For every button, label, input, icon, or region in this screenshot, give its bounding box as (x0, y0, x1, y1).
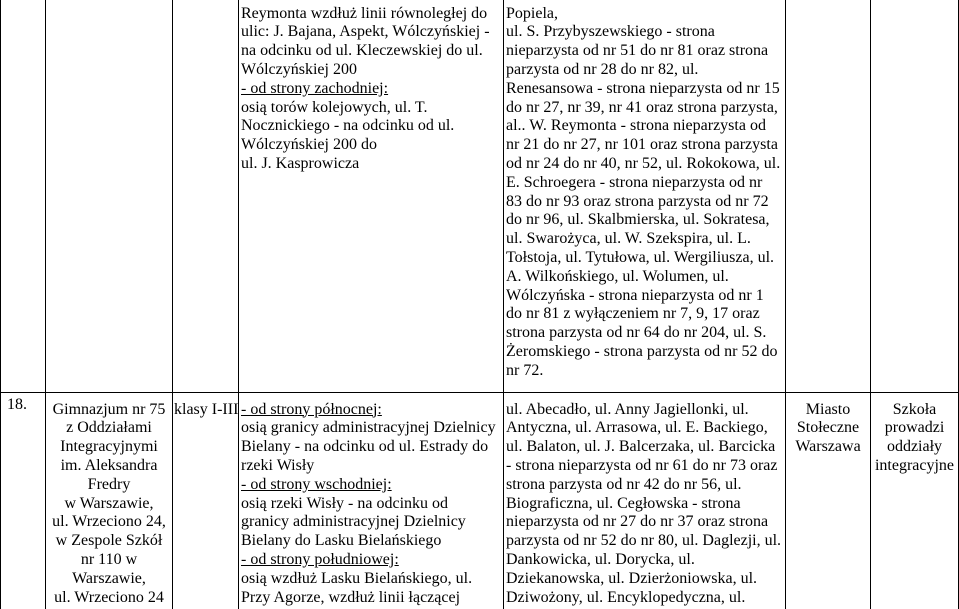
remarks-line: prowadzi (884, 419, 945, 437)
street-line: E. Schroegera - strona nieparzysta od nr (506, 173, 763, 191)
school-name-line: Fredry (87, 475, 131, 493)
boundary-line: Wólczyńskiej 200 (241, 60, 357, 78)
street-line: Dziekanowska, ul. Dzierżoniowska, ul. (506, 569, 758, 587)
street-line: Biograficzna, ul. Cegłowska - strona (506, 494, 741, 512)
street-line: A. Wilkońskiego, ul. Wolumen, ul. (506, 267, 729, 285)
school-name-line: Warszawie, (72, 569, 146, 587)
school-name-line: w Warszawie, (64, 494, 154, 512)
boundaries-cell (238, 0, 503, 392)
street-line: Renesansowa - strona nieparzysta od nr 15 (506, 79, 780, 97)
boundaries-cell (238, 393, 503, 609)
streets-cell (503, 0, 785, 392)
street-line: do nr 81 z wyłączeniem nr 7, 9, 17 oraz (506, 305, 760, 323)
row-number: 18. (7, 396, 27, 413)
school-name-line: z Oddziałami (66, 419, 152, 437)
boundary-line: rzeki Wisły (241, 456, 315, 474)
street-line: strona parzysta od nr 42 do nr 56, ul. (506, 475, 742, 493)
governing-body-line: Warszawa (795, 438, 861, 456)
street-line: ul. Balaton, ul. J. Balcerzaka, ul. Barcicka (506, 438, 776, 456)
boundary-line: Wólczyńskiej 200 do (241, 136, 377, 154)
school-name-line: Gimnazjum nr 75 (52, 400, 166, 418)
boundary-line: Reymonta wzdłuż linii równoległej do (241, 4, 488, 22)
street-line: do nr 27, nr 39, nr 41 oraz strona parzysta, (506, 98, 778, 116)
street-line: Antyczna, ul. Arrasowa, ul. E. Backiego, (506, 419, 768, 437)
street-line: - strona nieparzysta od nr 61 do nr 73 oraz (506, 456, 778, 474)
street-line: Dziwożony, ul. Encyklopedyczna, ul. (506, 588, 746, 606)
street-line: nr 21 do nr 27, nr 101 oraz strona parzysta (506, 136, 778, 154)
boundary-line: ulic: J. Bajana, Aspekt, Wólczyńskiej - (241, 23, 490, 41)
boundary-line: Przy Agorze, wzdłuż linii łączącej (241, 588, 461, 606)
streets-cell (503, 393, 785, 609)
boundary-side-heading: - od strony południowej: (241, 550, 399, 568)
governing-body-line: Miasto (805, 400, 851, 418)
street-line: Wólczyńska - strona nieparzysta od nr 1 (506, 286, 764, 304)
remarks-line: oddziały (886, 438, 943, 456)
grades-cell (172, 393, 238, 609)
row-number-cell (0, 0, 45, 392)
boundary-line: osią granicy administracyjnej Dzielnicy (241, 419, 496, 437)
boundary-side-heading: - od strony zachodniej: (241, 79, 389, 97)
remarks-cell (870, 0, 959, 392)
grades-label: klasy I-III (174, 400, 239, 418)
boundary-line: granicy administracyjnej Dzielnicy (241, 513, 466, 531)
street-line: od nr 24 do nr 40, nr 52, ul. Rokokowa, ul. (506, 154, 781, 172)
school-name-line: ul. Wrzeciono 24, (52, 513, 166, 531)
school-name-cell (45, 393, 172, 609)
street-line: ul. Swarożyca, ul. W. Szekspira, ul. L. (506, 230, 751, 248)
boundary-line: Bielany do Lasku Bielańskiego (241, 532, 442, 550)
row-number-cell (0, 393, 45, 609)
school-name-cell (45, 0, 172, 392)
street-line: Dankowicka, ul. Dorycka, ul. (506, 550, 695, 568)
school-name-line: w Zespole Szkół (55, 532, 163, 550)
school-name-line: ul. Wrzeciono 24 (54, 588, 164, 606)
remarks-line: integracyjne (874, 456, 955, 474)
governing-body-cell (785, 393, 870, 609)
boundary-line: osią wzdłuż Lasku Bielańskiego, ul. (241, 569, 473, 587)
street-line: do nr 96, ul. Skalbmierska, ul. Sokratesa, (506, 211, 770, 229)
street-line: nieparzysta od nr 27 do nr 37 oraz strona (506, 513, 769, 531)
boundary-side-heading: - od strony północnej: (241, 400, 382, 418)
boundary-line: osią torów kolejowych, ul. T. (241, 98, 428, 116)
street-line: nr 72. (506, 361, 544, 379)
street-line: nieparzysta od nr 51 do nr 81 oraz strona (506, 42, 769, 60)
remarks-line: Szkoła (892, 400, 937, 418)
street-line: parzysta od nr 52 do nr 80, ul. Daglezji, ul. (506, 532, 782, 550)
street-line: Tołstoja, ul. Tytułowa, ul. Wergiliusza, ul. (506, 248, 775, 266)
street-line: ul. Abecadło, ul. Anny Jagiellonki, ul. (506, 400, 749, 418)
boundary-line: na odcinku od ul. Kleczewskiej do ul. (241, 42, 483, 60)
street-line: parzysta od nr 28 do nr 82, ul. (506, 60, 699, 78)
school-name-line: nr 110 w (80, 550, 138, 568)
street-line: ul. S. Przybyszewskiego - strona (506, 23, 715, 41)
boundary-side-heading: - od strony wschodniej: (241, 475, 392, 493)
street-line: 83 do nr 93 oraz strona parzysta od nr 72 (506, 192, 769, 210)
street-line: al.. W. Reymonta - strona nieparzysta od (506, 117, 766, 135)
street-line: strona parzysta od nr 64 do nr 204, ul. S. (506, 324, 767, 342)
street-line: Żeromskiego - strona parzysta od nr 52 do (506, 342, 778, 360)
governing-body-cell (785, 0, 870, 392)
street-line: Popiela, (506, 4, 558, 22)
boundary-line: Nocznickiego - na odcinku od ul. (241, 117, 455, 135)
school-name-line: im. Aleksandra (60, 456, 158, 474)
grades-cell (172, 0, 238, 392)
boundary-line: osią rzeki Wisły - na odcinku od (241, 494, 449, 512)
remarks-cell (870, 393, 959, 609)
governing-body-line: Stołeczne (796, 419, 860, 437)
table-row-18 (0, 392, 959, 609)
boundary-line: Bielany - na odcinku od ul. Estrady do (241, 438, 489, 456)
school-name-line: Integracyjnymi (60, 438, 158, 456)
boundary-line: ul. J. Kasprowicza (241, 154, 360, 172)
